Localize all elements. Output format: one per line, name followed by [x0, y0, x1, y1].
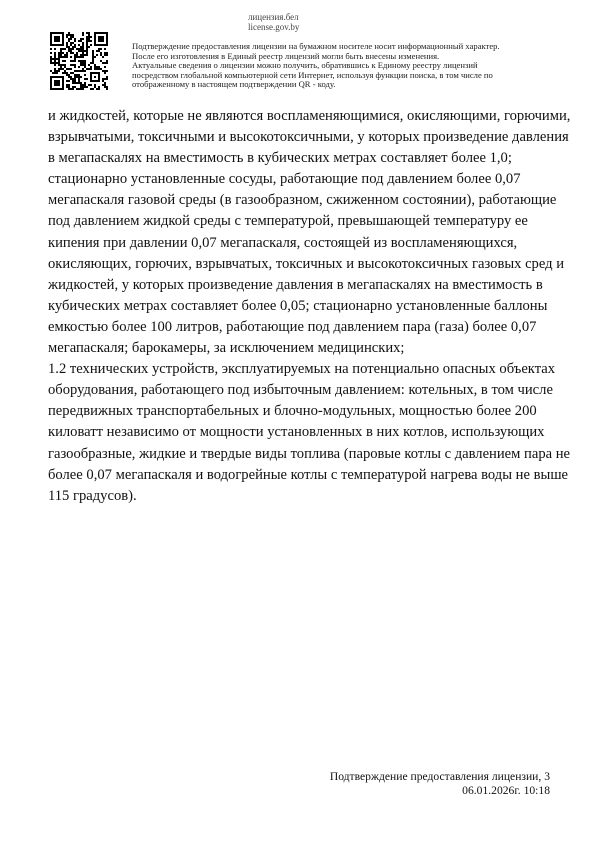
body-line: передвижных транспортабельных и блочно-модульных, мощностью более 200	[48, 403, 537, 420]
body-line: кипения при давлении 0,07 мегапаскаля, состоящей из воспламеняющихся,	[48, 234, 518, 251]
info-notice	[132, 42, 572, 90]
body-line: 115 градусов).	[48, 487, 137, 504]
body-line: жидкостей, у которых произведение давления в мегапаскалях на вместимость в	[48, 276, 543, 293]
body-line: более 0,07 мегапаскаля и водогрейные котлы с температурой нагрева воды не выше	[48, 466, 569, 483]
body-line: под давлением жидкой среды с температурой, превышающей температуру ее	[48, 213, 528, 230]
notice-line: Актуальные сведения о лицензии можно получить, обратившись к Единому реестру лицензий	[132, 60, 478, 71]
footer-datetime: 06.01.2026г. 10:18	[462, 784, 550, 797]
license-body-text	[48, 106, 571, 507]
body-line: кубических метрах составляет более 0,05; стационарно установленные баллоны	[48, 297, 548, 314]
body-line: газообразные, жидкие и твердые виды топлива (паровые котлы с давлением пара не	[48, 445, 571, 462]
notice-line: Подтверждение предоставления лицензии на бумажном носителе носит информационный характер.	[132, 41, 500, 51]
body-line: мегапаскаля газовой среды (в газообразном, сжиженном состоянии), работающие	[48, 192, 557, 209]
body-line: взрывчатыми, токсичными и высокотоксичными, у которых произведение давления	[48, 129, 569, 146]
notice-line: отображенному в настоящем подтверждении QR - коду.	[132, 79, 336, 90]
site-header	[248, 12, 358, 32]
body-line: стационарно установленные сосуды, работающие под давлением более 0,07	[48, 171, 521, 188]
page-footer	[330, 770, 550, 798]
notice-line: После его изготовления в Единый реестр лицензий могли быть внесены изменения.	[132, 50, 440, 61]
body-line: емкостью более 100 литров, работающие под давлением пара (газа) более 0,07	[48, 318, 537, 335]
site-name-en[interactable]: license.gov.by	[248, 22, 300, 32]
body-line: оборудования, работающего под избыточным давлением: котельных, в том числе	[48, 382, 553, 399]
body-line: киловатт независимо от мощности установленных в них котлов, использующих	[48, 424, 545, 441]
qr-code-icon	[50, 32, 108, 90]
body-line: и жидкостей, которые не являются воспламеняющимися, окисляющими, горючими,	[48, 108, 571, 124]
body-line: мегапаскаля; барокамеры, за исключением медицинских;	[48, 340, 405, 357]
body-line: окисляющих, горючих, взрывчатых, токсичных и высокотоксичных газовых сред и	[48, 255, 565, 272]
notice-line: посредством глобальной компьютерной сети Интернет, используя функции поиска, в том числе по	[132, 69, 493, 80]
site-name-ru[interactable]: лицензия.бел	[248, 12, 299, 22]
body-line: 1.2 технических устройств, эксплуатируемых на потенциально опасных объектах	[48, 361, 556, 378]
body-line: в мегапаскалях на вместимость в кубических метрах составляет более 1,0;	[48, 150, 512, 167]
footer-confirmation: Подтверждение предоставления лицензии, 3	[329, 770, 550, 783]
